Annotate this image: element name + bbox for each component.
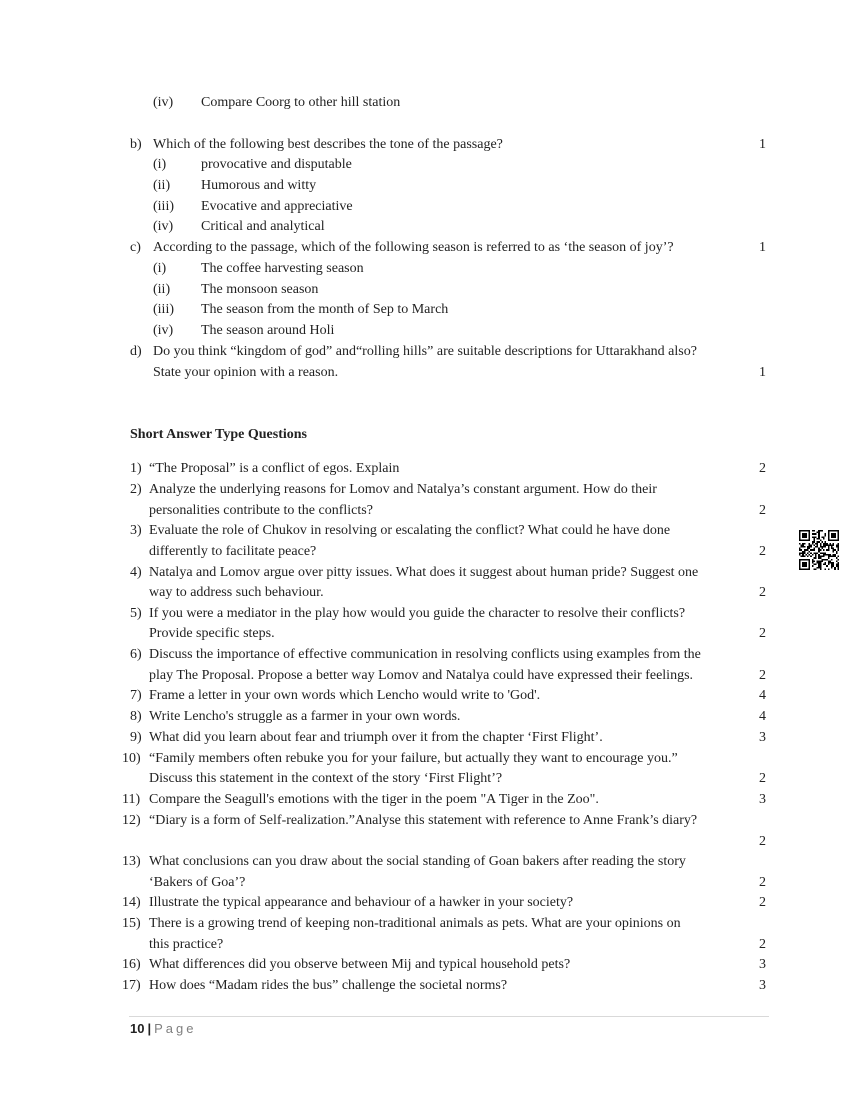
question-marks: 2 — [759, 544, 766, 559]
question-marks: 1 — [759, 365, 766, 380]
question-marks: 2 — [759, 895, 766, 910]
question-marks: 1 — [759, 137, 766, 152]
question-number: 17) — [122, 978, 141, 993]
option-text: The monsoon season — [201, 282, 319, 297]
question-marks: 2 — [759, 937, 766, 952]
question-text: ‘Bakers of Goa’? — [149, 875, 246, 890]
question-marks: 2 — [759, 626, 766, 641]
question-text: Analyze the underlying reasons for Lomov and Natalya’s constant argument. How do their — [149, 482, 657, 497]
question-text: Compare the Seagull's emotions with the tiger in the poem "A Tiger in the Zoo". — [149, 792, 599, 807]
question-number: 11) — [122, 792, 141, 807]
option-num: (ii) — [153, 178, 171, 193]
question-text: What differences did you observe between Mij and typical household pets? — [149, 957, 571, 972]
question-number: 9) — [130, 730, 142, 745]
option-text: Critical and analytical — [201, 219, 325, 234]
question-marks: 4 — [759, 709, 766, 724]
question-text: What did you learn about fear and triumph over it from the chapter ‘First Flight’. — [149, 730, 603, 745]
question-number: 15) — [122, 916, 141, 931]
question-text: If you were a mediator in the play how would you guide the character to resolve their conflicts? — [149, 606, 686, 621]
section-heading: Short Answer Type Questions — [130, 427, 307, 442]
question-number: 2) — [130, 482, 142, 497]
question-text: Discuss this statement in the context of the story ‘First Flight’? — [149, 771, 503, 786]
question-text: this practice? — [149, 937, 224, 952]
option-text: Compare Coorg to other hill station — [201, 95, 401, 110]
question-marks: 2 — [759, 834, 766, 849]
question-text: way to address such behaviour. — [149, 585, 324, 600]
footer-divider — [129, 1016, 769, 1017]
option-text: The coffee harvesting season — [201, 261, 364, 276]
question-text: According to the passage, which of the following season is referred to as ‘the season of joy’? — [153, 240, 674, 255]
question-text: Write Lencho's struggle as a farmer in your own words. — [149, 709, 461, 724]
option-num: (i) — [153, 157, 167, 172]
question-text: “The Proposal” is a conflict of egos. Explain — [149, 461, 400, 476]
question-number: 6) — [130, 647, 142, 662]
question-text: Illustrate the typical appearance and behaviour of a hawker in your society? — [149, 895, 574, 910]
question-label: c) — [130, 240, 141, 255]
page-separator: | — [147, 1021, 152, 1036]
qr-code-icon — [799, 530, 839, 570]
option-num: (iv) — [153, 219, 174, 234]
option-num: (ii) — [153, 282, 171, 297]
question-number: 8) — [130, 709, 142, 724]
option-num: (i) — [153, 261, 167, 276]
question-number: 7) — [130, 688, 142, 703]
question-marks: 2 — [759, 875, 766, 890]
question-marks: 4 — [759, 688, 766, 703]
question-number: 5) — [130, 606, 142, 621]
question-marks: 3 — [759, 957, 766, 972]
question-marks: 2 — [759, 503, 766, 518]
question-marks: 2 — [759, 461, 766, 476]
question-text: play The Proposal. Propose a better way Lomov and Natalya could have expressed their feelings. — [149, 668, 694, 683]
question-marks: 2 — [759, 668, 766, 683]
question-text: “Family members often rebuke you for your failure, but actually they want to encourage you.” — [149, 751, 678, 766]
question-text: Which of the following best describes the tone of the passage? — [153, 137, 503, 152]
question-marks: 3 — [759, 730, 766, 745]
question-text: What conclusions can you draw about the social standing of Goan bakers after reading the story — [149, 854, 686, 869]
question-number: 14) — [122, 895, 141, 910]
page-footer — [130, 1022, 196, 1035]
option-num: (iii) — [153, 302, 174, 317]
option-text: Evocative and appreciative — [201, 199, 353, 214]
question-number: 4) — [130, 565, 142, 580]
question-text: Frame a letter in your own words which Lencho would write to 'God'. — [149, 688, 541, 703]
option-num: (iii) — [153, 199, 174, 214]
question-marks: 2 — [759, 585, 766, 600]
question-number: 1) — [130, 461, 142, 476]
question-text: personalities contribute to the conflicts? — [149, 503, 373, 518]
question-marks: 3 — [759, 978, 766, 993]
question-text: “Diary is a form of Self-realization.”Analyse this statement with reference to Anne Frank’s diary? — [149, 813, 698, 828]
question-label: b) — [130, 137, 142, 152]
question-text: Natalya and Lomov argue over pitty issues. What does it suggest about human pride? Suggest one — [149, 565, 699, 580]
question-number: 16) — [122, 957, 141, 972]
question-number: 10) — [122, 751, 141, 766]
question-number: 12) — [122, 813, 141, 828]
question-text: State your opinion with a reason. — [153, 365, 339, 380]
question-label: d) — [130, 344, 142, 359]
page-word: Page — [154, 1021, 197, 1036]
question-marks: 2 — [759, 771, 766, 786]
question-text: Evaluate the role of Chukov in resolving or escalating the conflict? What could he have done — [149, 523, 671, 538]
question-number: 3) — [130, 523, 142, 538]
question-text: differently to facilitate peace? — [149, 544, 317, 559]
question-text: Provide specific steps. — [149, 626, 275, 641]
question-text: There is a growing trend of keeping non-traditional animals as pets. What are your opinions on — [149, 916, 681, 931]
option-text: Humorous and witty — [201, 178, 317, 193]
question-text: Discuss the importance of effective communication in resolving conflicts using examples from the — [149, 647, 701, 662]
option-num: (iv) — [153, 323, 174, 338]
option-text: The season from the month of Sep to March — [201, 302, 449, 317]
question-marks: 3 — [759, 792, 766, 807]
page-number: 10 — [130, 1021, 145, 1036]
option-text: provocative and disputable — [201, 157, 352, 172]
question-number: 13) — [122, 854, 141, 869]
question-text: How does “Madam rides the bus” challenge the societal norms? — [149, 978, 508, 993]
option-num: (iv) — [153, 95, 174, 110]
question-marks: 1 — [759, 240, 766, 255]
option-text: The season around Holi — [201, 323, 335, 338]
question-text: Do you think “kingdom of god” and“rolling hills” are suitable descriptions for Uttarakhand also? — [153, 344, 697, 359]
